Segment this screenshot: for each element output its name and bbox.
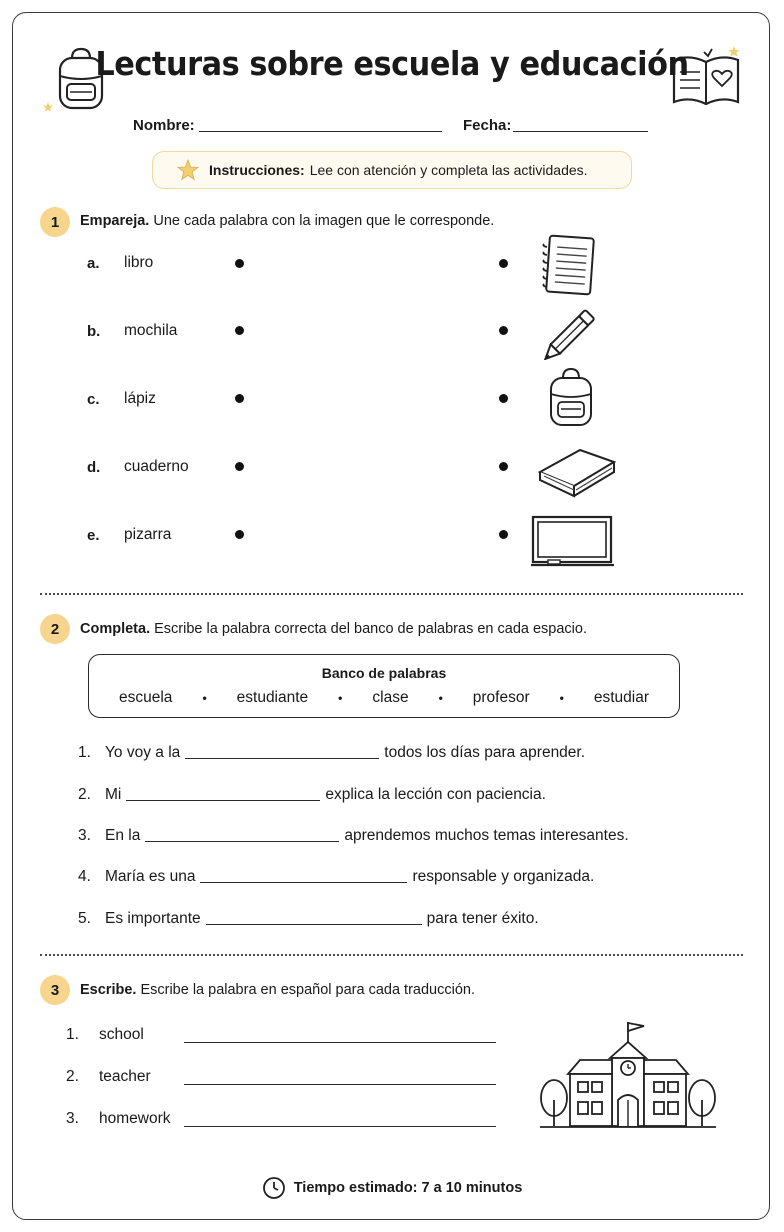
section-divider [40, 593, 743, 595]
section-heading [80, 621, 587, 637]
chalkboard-icon [530, 514, 616, 570]
match-right-dot[interactable] [499, 326, 508, 335]
match-right-dot[interactable] [499, 530, 508, 539]
pencil-icon [544, 302, 604, 360]
match-word: lápiz [124, 390, 156, 407]
match-letter: b. [87, 323, 101, 340]
sentence-before: Es importante [105, 910, 201, 927]
fill-sentence [78, 744, 585, 762]
match-letter: c. [87, 391, 100, 408]
translation-number: 1. [66, 1026, 79, 1043]
word-bank-item: estudiar [593, 689, 649, 706]
sentence-blank-field[interactable] [185, 758, 379, 759]
backpack-icon [546, 366, 596, 428]
translation-answer-field[interactable] [184, 1084, 496, 1085]
section-heading-bold: Empareja. [80, 213, 150, 229]
match-letter: a. [87, 255, 100, 272]
star-icon [42, 101, 54, 113]
bullet-separator: • [559, 691, 564, 705]
date-field[interactable] [513, 131, 648, 132]
translation-number: 3. [66, 1110, 79, 1127]
translation-word: teacher [99, 1068, 151, 1085]
word-bank-list [89, 689, 679, 707]
fill-sentence [78, 910, 539, 928]
section-heading-bold: Escribe. [80, 982, 137, 998]
date-label: Fecha: [463, 117, 512, 134]
match-right-dot[interactable] [499, 259, 508, 268]
school-building-icon [538, 1020, 718, 1132]
sentence-number: 5. [78, 910, 91, 927]
sentence-before: María es una [105, 868, 196, 885]
sentence-after: explica la lección con paciencia. [325, 786, 546, 803]
bullet-separator: • [438, 691, 443, 705]
estimated-time-text: Tiempo estimado: 7 a 10 minutos [293, 1180, 523, 1196]
match-word: cuaderno [124, 458, 189, 475]
match-letter: e. [87, 527, 100, 544]
instructions-text: Lee con atención y completa las actividades. [309, 162, 588, 178]
page-title: Lecturas sobre escuela y educación [95, 44, 689, 83]
match-left-dot[interactable] [235, 530, 244, 539]
word-bank-title: Banco de palabras [321, 665, 447, 681]
match-left-dot[interactable] [235, 462, 244, 471]
section-divider [40, 954, 743, 956]
word-bank [88, 654, 680, 718]
sentence-blank-field[interactable] [206, 924, 422, 925]
star-icon [175, 158, 201, 182]
section-heading-text: Escribe la palabra en español para cada traducción. [140, 982, 475, 998]
match-left-dot[interactable] [235, 326, 244, 335]
match-word: mochila [124, 322, 178, 339]
translation-word: homework [99, 1110, 171, 1127]
sentence-blank-field[interactable] [145, 841, 339, 842]
translation-answer-field[interactable] [184, 1042, 496, 1043]
sentence-number: 4. [78, 868, 91, 885]
fill-sentence [78, 827, 629, 845]
section-number-badge: 3 [40, 975, 70, 1005]
match-left-dot[interactable] [235, 394, 244, 403]
translation-word: school [99, 1026, 144, 1043]
book-icon [536, 444, 618, 500]
fill-sentence [78, 868, 594, 886]
sentence-number: 2. [78, 786, 91, 803]
section-number-badge: 2 [40, 614, 70, 644]
sentence-blank-field[interactable] [200, 882, 407, 883]
sentence-before: Yo voy a la [105, 744, 181, 761]
sentence-number: 1. [78, 744, 91, 761]
match-letter: d. [87, 459, 101, 476]
match-right-dot[interactable] [499, 394, 508, 403]
sentence-after: todos los días para aprender. [384, 744, 586, 761]
name-label: Nombre: [133, 117, 195, 134]
notebook-icon [540, 234, 596, 296]
translation-number: 2. [66, 1068, 79, 1085]
match-right-dot[interactable] [499, 462, 508, 471]
sentence-after: aprendemos muchos temas interesantes. [344, 827, 629, 844]
sentence-before: En la [105, 827, 141, 844]
clock-icon [262, 1176, 286, 1200]
bullet-separator: • [338, 691, 343, 705]
word-bank-item: profesor [472, 689, 530, 706]
word-bank-item: clase [372, 689, 409, 706]
instructions-label: Instrucciones: [209, 162, 305, 178]
name-field[interactable] [199, 131, 442, 132]
sentence-after: responsable y organizada. [412, 868, 595, 885]
sentence-after: para tener éxito. [426, 910, 539, 927]
word-bank-item: escuela [119, 689, 173, 706]
estimated-time [0, 1176, 784, 1200]
match-left-dot[interactable] [235, 259, 244, 268]
sentence-blank-field[interactable] [126, 800, 320, 801]
match-word: pizarra [124, 526, 172, 543]
instructions-box [152, 151, 632, 189]
section-heading-bold: Completa. [80, 621, 151, 637]
section-heading-text: Une cada palabra con la imagen que le corresponde. [153, 213, 495, 229]
section-heading [80, 213, 494, 229]
translation-answer-field[interactable] [184, 1126, 496, 1127]
section-number-badge: 1 [40, 207, 70, 237]
sentence-number: 3. [78, 827, 91, 844]
match-word: libro [124, 254, 154, 271]
sentence-before: Mi [105, 786, 122, 803]
fill-sentence [78, 786, 546, 804]
bullet-separator: • [202, 691, 207, 705]
section-heading [80, 982, 475, 998]
section-heading-text: Escribe la palabra correcta del banco de palabras en cada espacio. [154, 621, 587, 637]
word-bank-item: estudiante [236, 689, 309, 706]
